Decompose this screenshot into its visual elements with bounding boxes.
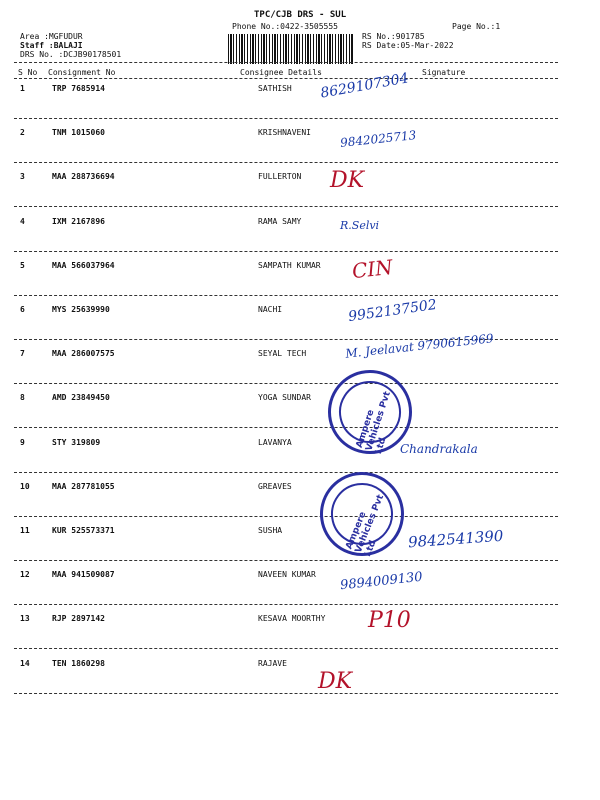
row-consignment: IXM 2167896: [52, 216, 105, 226]
row-consignee: KRISHNAVENI: [258, 128, 311, 138]
header-divider: [14, 62, 558, 63]
row-consignment: AMD 23849450: [52, 393, 110, 403]
row-sno: 9: [20, 437, 25, 447]
phone-number: Phone No.:0422-3505555: [232, 22, 338, 31]
row-consignment: KUR 525573371: [52, 526, 115, 535]
row-signature: 9952137502: [347, 296, 438, 326]
staff-label: Staff :BALAJI: [20, 41, 83, 50]
row-divider: [14, 604, 558, 605]
row-divider: [14, 383, 558, 384]
row-divider: [14, 693, 558, 694]
row-consignment: MAA 566037964: [52, 260, 115, 270]
row-consignment: TEN 1860298: [52, 658, 105, 668]
area-label: Area :MGFUDUR: [20, 32, 83, 41]
row-sno: 3: [20, 172, 25, 182]
row-sno: 11: [20, 526, 30, 535]
row-signature: CIN: [350, 254, 394, 283]
row-consignment: TRP 7685914: [52, 84, 105, 93]
row-divider: [14, 295, 558, 296]
row-divider: [14, 560, 558, 561]
row-consignment: MAA 286007575: [52, 349, 115, 359]
row-sno: 14: [20, 658, 30, 668]
row-consignee: FULLERTON: [258, 172, 302, 182]
stamp-text: Ampere Vehicles Pvt Ltd: [354, 390, 393, 456]
row-sno: 6: [20, 305, 25, 314]
column-signature: Signature: [422, 68, 466, 77]
row-sno: 10: [20, 481, 30, 491]
column-divider: [14, 78, 558, 79]
row-signature: R.Selvi: [340, 218, 380, 232]
row-sno: 5: [20, 260, 25, 270]
row-consignee: KESAVA MOORTHY: [258, 614, 326, 624]
row-divider: [14, 206, 558, 207]
row-consignee: SATHISH: [258, 84, 292, 93]
column-consignee: Consignee Details: [240, 68, 322, 77]
row-consignee: YOGA SUNDAR: [258, 393, 311, 403]
stamp-text: Ampere Vehicles Pvt Ltd: [344, 493, 387, 559]
rs-date: RS Date:05-Mar-2022: [362, 41, 454, 50]
row-consignee: SAMPATH KUMAR: [258, 260, 321, 270]
row-divider: [14, 472, 558, 473]
row-divider: [14, 427, 558, 428]
row-signature: 9842025713: [339, 128, 417, 151]
page-number: Page No.:1: [452, 22, 501, 31]
row-consignee: NAVEEN KUMAR: [258, 570, 316, 580]
row-signature: M. Jeelavat 9790615969: [344, 331, 495, 361]
row-signature: 9894009130: [339, 569, 424, 594]
row-divider: [14, 251, 558, 252]
column-sno: S No: [18, 68, 38, 77]
row-divider: [14, 118, 558, 119]
row-sno: 12: [20, 570, 30, 580]
row-sno: 8: [20, 393, 25, 403]
row-consignee: RAMA SAMY: [258, 216, 302, 226]
document-title: TPC/CJB DRS - SUL: [254, 10, 347, 20]
row-consignee: SEYAL TECH: [258, 349, 307, 359]
column-consignment: Consignment No: [48, 68, 116, 77]
row-consignment: MYS 25639990: [52, 305, 110, 314]
row-sno: 2: [20, 128, 25, 138]
row-signature: P10: [368, 608, 411, 634]
row-consignment: TNM 1015060: [52, 128, 105, 138]
row-sno: 13: [20, 614, 30, 624]
row-divider: [14, 162, 558, 163]
company-stamp: [315, 467, 410, 562]
row-sno: 4: [20, 216, 25, 226]
row-consignee: SUSHA: [258, 526, 283, 535]
barcode: [228, 34, 354, 64]
row-consignment: MAA 287781055: [52, 481, 115, 491]
row-consignment: STY 319809: [52, 437, 101, 447]
row-consignment: RJP 2897142: [52, 614, 105, 624]
row-divider: [14, 648, 558, 649]
row-signature: 8629107304: [319, 70, 410, 102]
row-consignee: NACHI: [258, 305, 283, 314]
row-sno: 1: [20, 84, 25, 93]
row-consignee: LAVANYA: [258, 437, 292, 447]
row-consignment: MAA 288736694: [52, 172, 115, 182]
row-signature: DK: [318, 668, 353, 694]
drs-number: DRS No. :DCJB90178501: [20, 50, 122, 59]
row-divider: [14, 516, 558, 517]
row-consignment: MAA 941509087: [52, 570, 115, 580]
row-signature: DK: [330, 168, 365, 194]
row-signature: 9842541390: [407, 526, 504, 552]
row-consignee: GREAVES: [258, 481, 292, 491]
rs-number: RS No.:901785: [362, 32, 425, 41]
row-sno: 7: [20, 349, 25, 359]
row-consignee: RAJAVE: [258, 658, 287, 668]
row-signature: Chandrakala: [400, 441, 478, 456]
